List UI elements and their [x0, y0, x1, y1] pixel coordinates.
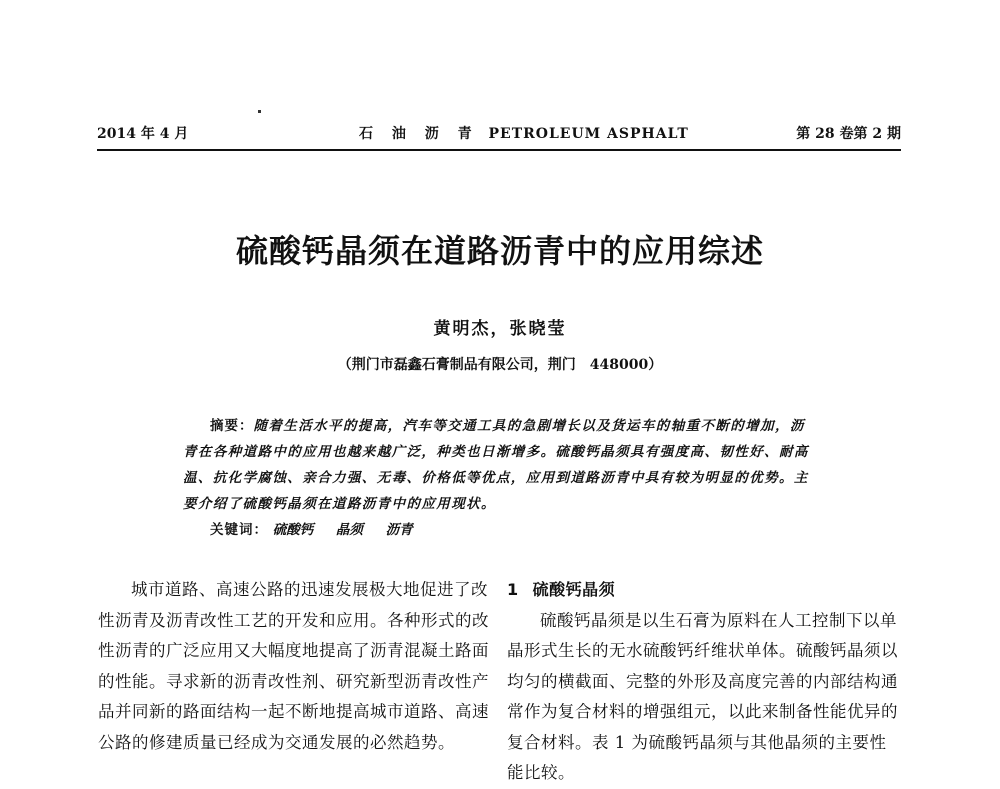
section-number: 1	[507, 580, 519, 599]
section-heading	[507, 575, 899, 606]
section-paragraph: 硫酸钙晶须是以生石膏为原料在人工控制下以单晶形式生长的无水硫酸钙纤维状单体。硫酸钙晶须以均匀的横截面、完整的外形及高度完善的内部结构通常作为复合材料的增强组元，以此来制备性能优异的复合材料。表 1 为硫酸钙晶须与其他晶须的主要性能比较。	[507, 610, 898, 782]
abstract-text: 随着生活水平的提高，汽车等交通工具的急剧增长以及货运车的轴重不断的增加，沥青在各种道路中的应用也越来越广泛，种类也日渐增多。硫酸钙晶须具有强度高、韧性好、耐高温、抗化学腐蚀、亲合力强、无毒、价格低等优点，应用到道路沥青中具有较为明显的优势。主要介绍了硫酸钙晶须在道路沥青中的应用现状。	[183, 418, 809, 512]
body-column-right	[507, 575, 899, 789]
author-affiliation: （荆门市磊鑫石膏制品有限公司，荆门 448000）	[337, 357, 663, 373]
keywords	[210, 518, 431, 538]
volume-issue: 第 28 卷第 2 期	[796, 126, 901, 142]
keyword: 沥青	[385, 522, 413, 538]
author-list: 黄明杰，张晓莹	[433, 319, 567, 339]
journal-name	[359, 123, 689, 143]
scan-speck	[258, 110, 261, 113]
abstract-label: 摘要：	[210, 418, 254, 434]
keyword: 晶须	[335, 522, 363, 538]
intro-paragraph: 城市道路、高速公路的迅速发展极大地促进了改性沥青及沥青改性工艺的开发和应用。各种形式的改性沥青的广泛应用又大幅度地提高了沥青混凝土路面的性能。寻求新的沥青改性剂、研究新型沥青改性产品并同新的路面结构一起不断地提高城市道路、高速公路的修建质量已经成为交通发展的必然趋势。	[98, 580, 489, 752]
keyword: 硫酸钙	[272, 522, 314, 538]
body-column-left	[98, 575, 490, 758]
journal-name-cn: 石 油 沥 青	[359, 126, 479, 142]
article-title: 硫酸钙晶须在道路沥青中的应用综述	[235, 232, 764, 270]
header-rule	[97, 149, 901, 151]
running-header	[97, 121, 901, 143]
keywords-label: 关键词：	[210, 522, 268, 538]
issue-date: 2014 年 4 月	[97, 126, 189, 142]
journal-name-en: PETROLEUM ASPHALT	[488, 126, 689, 142]
section-title: 硫酸钙晶须	[532, 580, 616, 599]
abstract	[183, 413, 817, 517]
